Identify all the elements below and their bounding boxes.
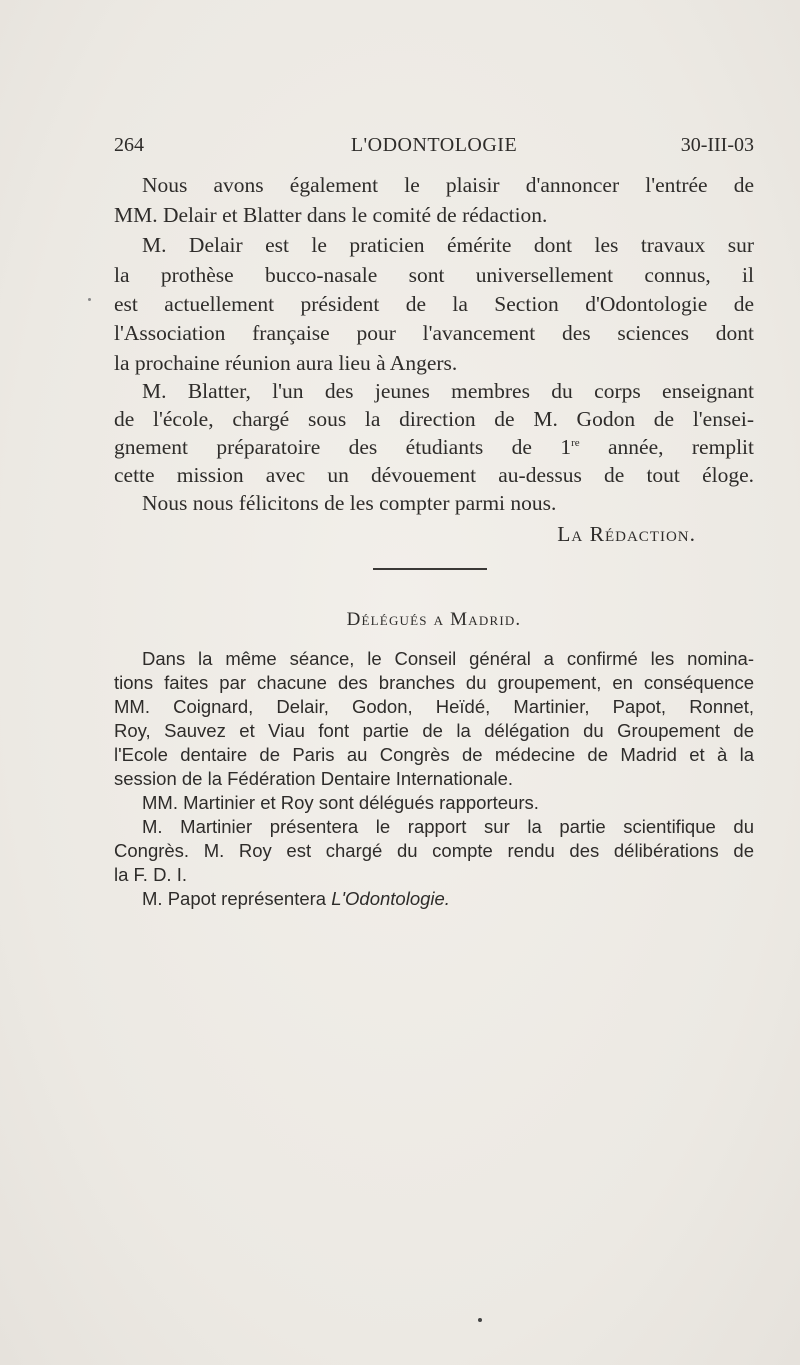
text-line: Roy, Sauvez et Viau font partie de la délégation du Groupement de — [114, 720, 754, 741]
text-line: la F. D. I. — [114, 864, 187, 885]
text-line — [142, 887, 754, 911]
issue-date: 30-III-03 — [680, 134, 754, 156]
text-line: M. Martinier présentera le rapport sur la partie scientifique du — [142, 816, 754, 837]
text-line: l'Association française pour l'avancement des sciences dont — [114, 321, 754, 345]
journal-name-italic: L'Odontologie. — [331, 888, 450, 909]
section-title: Délégués a Madrid. — [346, 609, 522, 630]
text-line: M. Blatter, l'un des jeunes membres du corps enseignant — [142, 379, 754, 403]
text-line: MM. Martinier et Roy sont délégués rapporteurs. — [142, 792, 539, 813]
text-line: cette mission avec un dévouement au-dessus de tout éloge. — [114, 463, 754, 487]
text-line: MM. Delair et Blatter dans le comité de rédaction. — [114, 203, 548, 227]
text-segment: M. Papot représentera — [142, 888, 327, 909]
text-line: tions faites par chacune des branches du groupement, en conséquence — [114, 672, 754, 693]
text-line: la prochaine réunion aura lieu à Angers. — [114, 351, 458, 375]
running-head — [114, 134, 754, 160]
text-line: est actuellement président de la Section d'Odontologie de — [114, 292, 754, 316]
text-line: Dans la même séance, le Conseil général a confirmé les nomina- — [142, 648, 754, 669]
text-segment: année, remplit — [608, 435, 754, 459]
section-divider — [373, 568, 487, 570]
text-line: MM. Coignard, Delair, Godon, Heïdé, Martinier, Papot, Ronnet, — [114, 696, 754, 717]
signature: La Rédaction. — [557, 522, 696, 546]
page-number: 264 — [114, 134, 144, 156]
text-line: la prothèse bucco-nasale sont universellement connus, il — [114, 263, 754, 287]
text-line: session de la Fédération Dentaire Internationale. — [114, 768, 514, 789]
ordinal-number: 1 — [560, 435, 572, 459]
text-line: l'Ecole dentaire de Paris au Congrès de médecine de Madrid et à la — [114, 744, 754, 765]
ordinal-suffix: re — [571, 437, 580, 449]
ink-speck — [478, 1318, 482, 1322]
text-line: Nous nous félicitons de les compter parmi nous. — [142, 491, 557, 515]
text-segment: gnement préparatoire des étudiants de — [114, 435, 532, 459]
text-line: Congrès. M. Roy est chargé du compte rendu des délibérations de — [114, 840, 754, 861]
text-line: Nous avons également le plaisir d'annoncer l'entrée de — [142, 173, 754, 197]
text-line-with-ordinal — [114, 432, 754, 462]
journal-title: L'ODONTOLOGIE — [350, 134, 518, 156]
text-line: M. Delair est le praticien émérite dont les travaux sur — [142, 233, 754, 257]
ink-speck — [88, 298, 91, 301]
text-line: de l'école, chargé sous la direction de M. Godon de l'ensei- — [114, 407, 754, 431]
